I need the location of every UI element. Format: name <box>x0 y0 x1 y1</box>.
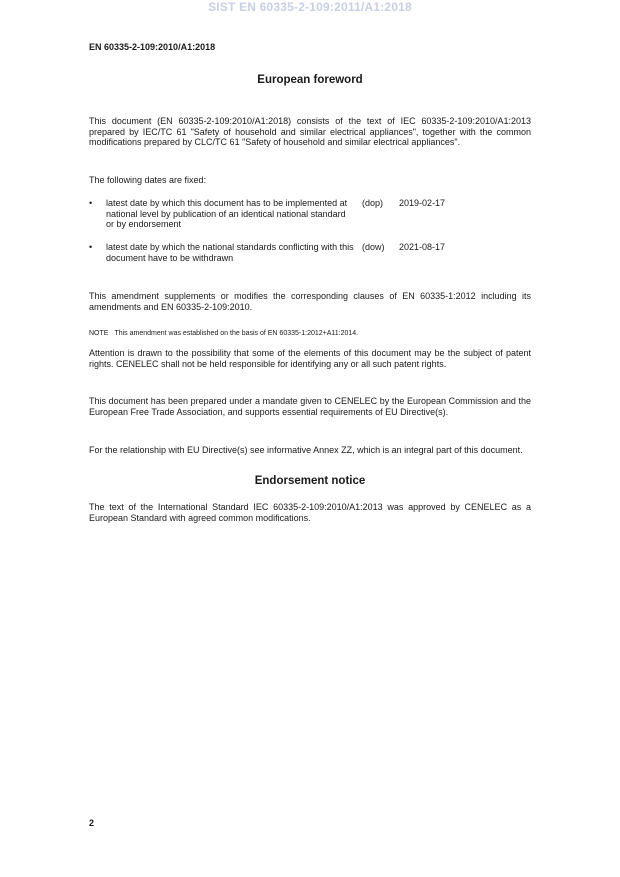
watermark: SIST EN 60335-2-109:2011/A1:2018 <box>208 0 412 14</box>
foreword-paragraph-5: This document has been prepared under a mandate given to CENELEC by the European Commission and the European Free Trade Association, and supports essential requirements of EU Directive(s). <box>89 396 531 417</box>
foreword-paragraph-6: For the relationship with EU Directive(s) see informative Annex ZZ, which is an integral part of this document. <box>89 445 523 455</box>
date-description: latest date by which the national standards conflicting with this document have to be withdrawn <box>106 242 354 263</box>
foreword-paragraph-2: The following dates are fixed: <box>89 175 207 185</box>
date-code: (dow) <box>362 242 385 252</box>
foreword-paragraph-3: This amendment supplements or modifies the corresponding clauses of EN 60335-1:2012 including its amendments and EN 60335-2-109:2010. <box>89 291 531 312</box>
note-label: NOTE <box>89 330 109 337</box>
date-code: (dop) <box>362 198 384 208</box>
note <box>89 329 531 338</box>
endorsement-title: Endorsement notice <box>254 475 366 487</box>
bullet-icon: • <box>89 198 93 208</box>
date-description: latest date by which this document has to be implemented at national level by publication of an identical national standard or by endorsement <box>106 198 348 230</box>
date-value: 2019-02-17 <box>399 198 446 208</box>
note-text: This amendment was established on the basis of EN 60335-1:2012+A11:2014. <box>114 330 359 337</box>
page-number: 2 <box>89 818 95 828</box>
date-value: 2021-08-17 <box>399 242 446 252</box>
foreword-title: European foreword <box>257 74 363 86</box>
foreword-paragraph-1: This document (EN 60335-2-109:2010/A1:2018) consists of the text of IEC 60335-2-109:2010/A1:2013 prepared by IEC/TC 61 "Safety of household and similar electrical appliances", together with the common modifications prepared by CLC/TC 61 "Safety of household and similar electrical appliances". <box>89 116 531 148</box>
document-reference: EN 60335-2-109:2010/A1:2018 <box>89 42 216 52</box>
foreword-paragraph-4: Attention is drawn to the possibility that some of the elements of this document may be the subject of patent rights. CENELEC shall not be held responsible for identifying any or all such patent rights. <box>89 348 531 369</box>
date-item-dow <box>89 242 531 272</box>
dates-list <box>89 198 531 272</box>
endorsement-paragraph: The text of the International Standard IEC 60335-2-109:2010/A1:2013 was approved by CENELEC as a European Standard with agreed common modifications. <box>89 502 531 523</box>
bullet-icon: • <box>89 242 93 252</box>
date-item-dop <box>89 198 531 242</box>
